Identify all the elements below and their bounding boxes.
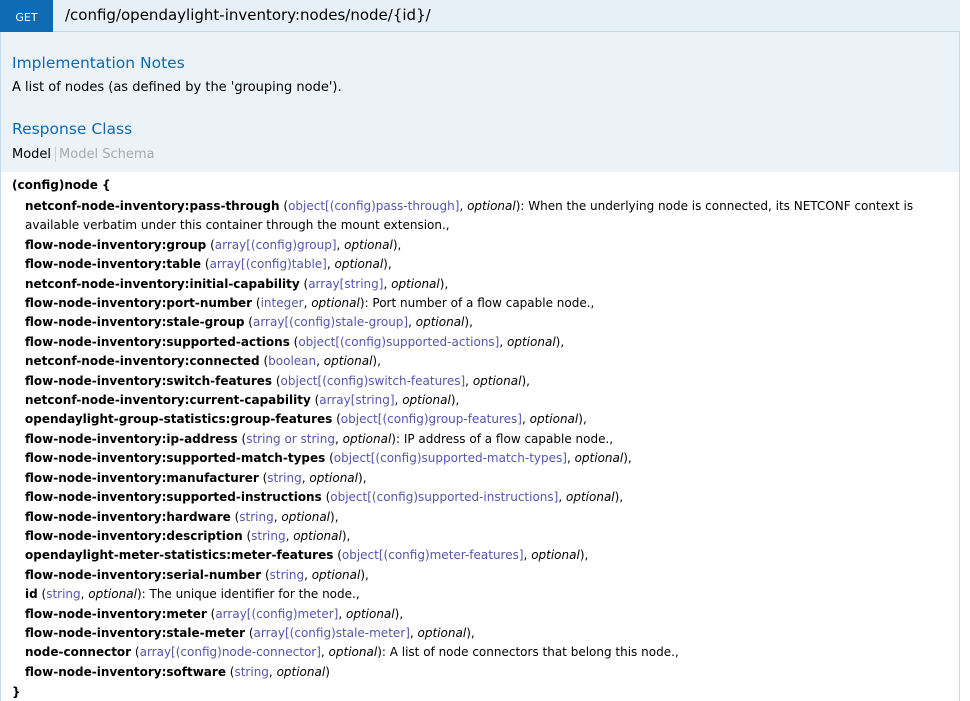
property-optional: optional xyxy=(507,334,556,349)
property-description: , xyxy=(619,490,624,505)
model-header: (config)node { xyxy=(12,178,111,192)
model-property: flow-node-inventory:stale-meter (array[(config)stale-meter], optional), xyxy=(25,625,475,640)
property-type-link[interactable]: array[(config)node-connector] xyxy=(139,645,321,660)
model-property: netconf-node-inventory:current-capability (array[string], optional), xyxy=(25,393,460,408)
property-type-link[interactable]: array[(config)table] xyxy=(209,257,327,272)
model-property: flow-node-inventory:supported-instructions (object[(config)supported-instructions], optional), xyxy=(25,490,624,505)
property-name: flow-node-inventory:stale-group xyxy=(25,315,245,330)
property-name: opendaylight-group-statistics:group-features xyxy=(25,412,333,427)
property-optional: optional xyxy=(309,470,358,485)
response-class-title: Response Class xyxy=(12,120,133,138)
property-description: , xyxy=(362,470,367,485)
model-property: flow-node-inventory:ip-address (string or string, optional): IP address of a flow capable node., xyxy=(25,431,614,446)
property-optional: optional xyxy=(276,664,326,679)
property-name: flow-node-inventory:description xyxy=(25,528,243,543)
property-description: , xyxy=(397,237,402,252)
property-optional: optional xyxy=(323,354,373,369)
property-name: netconf-node-inventory:connected xyxy=(25,354,260,369)
model-property: flow-node-inventory:manufacturer (string, optional), xyxy=(25,470,367,485)
model-close-brace: } xyxy=(12,685,21,699)
property-description: , xyxy=(560,334,565,349)
model-property: id (string, optional): The unique identifier for the node., xyxy=(25,587,360,602)
property-name: flow-node-inventory:port-number xyxy=(25,296,253,311)
operation-path[interactable]: /config/opendaylight-inventory:nodes/node/{id}/ xyxy=(65,6,431,24)
model-property: netconf-node-inventory:pass-through (object[(config)pass-through], optional): When the underlying node is connected, its NETCONF context is available verbatim under this container through the mount extension., xyxy=(25,199,914,233)
property-description: , xyxy=(582,412,587,427)
property-name: flow-node-inventory:supported-match-types xyxy=(25,451,326,466)
property-optional: optional xyxy=(472,373,522,388)
model-property: flow-node-inventory:hardware (string, optional), xyxy=(25,509,339,524)
property-type-link[interactable]: object[(config)supported-instructions] xyxy=(330,490,559,505)
implementation-notes-title: Implementation Notes xyxy=(12,54,185,72)
property-description: : The unique identifier for the node., xyxy=(141,587,360,602)
property-name: flow-node-inventory:software xyxy=(25,664,226,679)
model-signature xyxy=(1,172,959,701)
property-description: , xyxy=(455,393,460,408)
model-property: flow-node-inventory:supported-match-types (object[(config)supported-match-types], optional), xyxy=(25,451,632,466)
property-type-link[interactable]: object[(config)switch-features] xyxy=(280,373,466,388)
property-type-link[interactable]: object[(config)group-features] xyxy=(340,412,522,427)
property-name: opendaylight-meter-statistics:meter-features xyxy=(25,548,334,563)
property-optional: optional xyxy=(344,237,393,252)
property-type-link[interactable]: string xyxy=(234,664,269,679)
property-description: : A list of node connectors that belong this node., xyxy=(381,645,679,660)
property-name: flow-node-inventory:switch-features xyxy=(25,373,273,388)
implementation-notes-text: A list of nodes (as defined by the 'grouping node'). xyxy=(12,80,342,95)
property-description: , xyxy=(469,315,473,330)
property-name: flow-node-inventory:table xyxy=(25,257,202,272)
operation-content xyxy=(0,32,960,701)
property-type-link[interactable]: array[(config)stale-group] xyxy=(252,315,409,330)
property-name: netconf-node-inventory:current-capability xyxy=(25,393,311,408)
property-name: flow-node-inventory:ip-address xyxy=(25,431,238,446)
model-property: flow-node-inventory:stale-group (array[(config)stale-group], optional), xyxy=(25,315,473,330)
property-type-link[interactable]: string or string xyxy=(246,431,335,446)
property-name: flow-node-inventory:group xyxy=(25,237,207,252)
property-optional: optional xyxy=(345,606,395,621)
model-property: flow-node-inventory:port-number (integer, optional): Port number of a flow capable node., xyxy=(25,296,595,311)
property-description: , xyxy=(584,548,589,563)
property-type-link[interactable]: array[(config)group] xyxy=(214,237,337,252)
property-optional: optional xyxy=(328,645,378,660)
model-tabs xyxy=(12,147,154,162)
model-property: node-connector (array[(config)node-connector], optional): A list of node connectors that belong this node., xyxy=(25,645,679,660)
property-type-link[interactable]: string xyxy=(46,587,81,602)
property-optional: optional xyxy=(574,451,624,466)
property-description: , xyxy=(470,625,475,640)
property-optional: optional xyxy=(281,509,331,524)
model-property: flow-node-inventory:meter (array[(config)meter], optional), xyxy=(25,606,404,621)
property-type-link[interactable]: object[(config)meter-features] xyxy=(341,548,524,563)
property-description: : Port number of a flow capable node., xyxy=(364,296,595,311)
property-description: , xyxy=(387,257,392,272)
model-property: flow-node-inventory:table (array[(config)table], optional), xyxy=(25,257,392,272)
property-name: flow-node-inventory:manufacturer xyxy=(25,470,259,485)
model-property: flow-node-inventory:description (string, optional), xyxy=(25,528,351,543)
property-type-link[interactable]: boolean xyxy=(268,354,317,369)
property-name: flow-node-inventory:stale-meter xyxy=(25,625,246,640)
property-description: : When the underlying node is connected, its NETCONF context is available verbatim under this container through the mount extension., xyxy=(25,199,914,233)
property-type-link[interactable]: array[string] xyxy=(308,276,384,291)
tab-model-schema[interactable]: Model Schema xyxy=(59,147,155,162)
property-description: , xyxy=(377,354,381,369)
property-type-link[interactable]: string xyxy=(267,470,302,485)
model-property: netconf-node-inventory:initial-capability (array[string], optional), xyxy=(25,276,449,291)
operation-header[interactable] xyxy=(0,0,960,32)
property-name: flow-node-inventory:supported-actions xyxy=(25,334,290,349)
property-optional: optional xyxy=(342,431,392,446)
property-name: flow-node-inventory:supported-instructions xyxy=(25,490,322,505)
property-optional: optional xyxy=(88,587,137,602)
property-optional: optional xyxy=(334,257,384,272)
property-optional: optional xyxy=(566,490,615,505)
tab-model[interactable]: Model xyxy=(12,147,56,162)
model-property: flow-node-inventory:switch-features (object[(config)switch-features], optional), xyxy=(25,373,530,388)
property-optional: optional xyxy=(467,199,516,213)
property-optional: optional xyxy=(415,315,465,330)
property-type-link[interactable]: object[(config)supported-actions] xyxy=(298,334,500,349)
property-type-link[interactable]: object[(config)supported-match-types] xyxy=(333,451,567,466)
property-name: flow-node-inventory:meter xyxy=(25,606,207,621)
property-optional: optional xyxy=(531,548,580,563)
model-property: opendaylight-group-statistics:group-features (object[(config)group-features], optional), xyxy=(25,412,587,427)
property-description: , xyxy=(334,509,339,524)
property-optional: optional xyxy=(402,393,451,408)
property-type-link[interactable]: string xyxy=(251,528,286,543)
property-optional: optional xyxy=(293,528,342,543)
model-property: flow-node-inventory:group (array[(config)group], optional), xyxy=(25,237,402,252)
property-optional: optional xyxy=(417,625,467,640)
model-property: netconf-node-inventory:connected (boolean, optional), xyxy=(25,354,381,369)
model-property-list xyxy=(25,197,955,682)
property-description: , xyxy=(627,451,632,466)
property-name: id xyxy=(25,587,38,602)
property-name: netconf-node-inventory:initial-capability xyxy=(25,276,300,291)
model-property: opendaylight-meter-statistics:meter-features (object[(config)meter-features], optional), xyxy=(25,548,589,563)
property-type-link[interactable]: array[(config)meter] xyxy=(215,606,339,621)
property-name: flow-node-inventory:serial-number xyxy=(25,567,262,582)
property-type-link[interactable]: array[(config)stale-meter] xyxy=(253,625,410,640)
property-description: , xyxy=(365,567,369,582)
property-optional: optional xyxy=(311,567,361,582)
property-description: , xyxy=(399,606,404,621)
property-name: flow-node-inventory:hardware xyxy=(25,509,231,524)
property-optional: optional xyxy=(391,276,440,291)
property-name: node-connector xyxy=(25,645,132,660)
property-description: , xyxy=(526,373,530,388)
property-type-link[interactable]: string xyxy=(269,567,305,582)
model-property: flow-node-inventory:supported-actions (object[(config)supported-actions], optional), xyxy=(25,334,565,349)
property-type-link[interactable]: array[string] xyxy=(319,393,395,408)
property-description: , xyxy=(346,528,351,543)
property-type-link[interactable]: integer xyxy=(260,296,304,311)
property-optional: optional xyxy=(311,296,360,311)
model-property: flow-node-inventory:serial-number (string, optional), xyxy=(25,567,369,582)
property-description: , xyxy=(444,276,449,291)
property-name: netconf-node-inventory:pass-through xyxy=(25,199,280,213)
property-description: : IP address of a flow capable node., xyxy=(395,431,614,446)
http-method-badge[interactable]: GET xyxy=(0,0,53,32)
model-property: flow-node-inventory:software (string, optional) xyxy=(25,664,330,679)
property-type-link[interactable]: string xyxy=(239,509,274,524)
property-type-link[interactable]: object[(config)pass-through] xyxy=(288,199,460,213)
property-optional: optional xyxy=(529,412,579,427)
